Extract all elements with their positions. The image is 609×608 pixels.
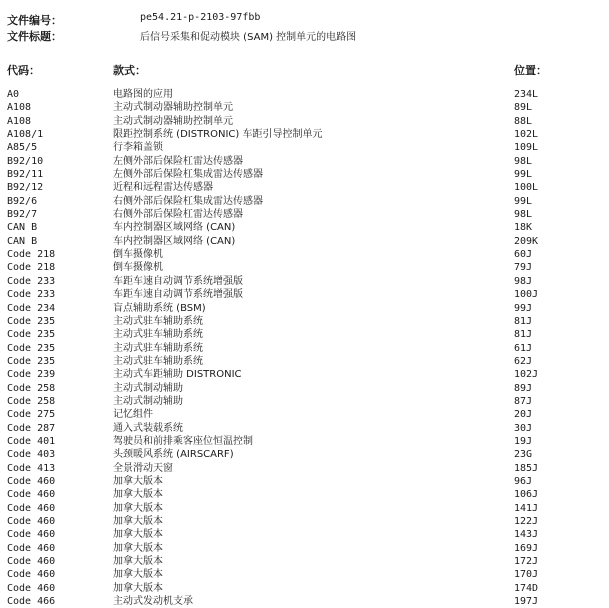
row-code: B92/11 — [7, 169, 44, 181]
header-desc: 款式： — [113, 64, 146, 77]
row-description: 加拿大版本 — [113, 529, 163, 541]
row-description: 主动式驻车辅助系统 — [113, 355, 203, 367]
row-description: 主动式车距辅助 DISTRONIC — [113, 369, 242, 381]
table-row — [0, 302, 609, 315]
table-row — [0, 542, 609, 555]
row-description: 限距控制系统 (DISTRONIC) 车距引导控制单元 — [113, 129, 323, 141]
row-code: Code 235 — [7, 329, 56, 341]
row-code: Code 218 — [7, 262, 56, 274]
row-position: 172J — [514, 556, 539, 568]
row-description: 加拿大版本 — [113, 475, 163, 487]
row-code: Code 460 — [7, 542, 56, 554]
row-description: 主动式制动辅助 — [113, 382, 183, 394]
table-row — [0, 568, 609, 581]
header-position: 位置： — [514, 64, 547, 77]
row-description: 左侧外部后保险杠集成雷达传感器 — [113, 169, 263, 181]
row-description: 加拿大版本 — [113, 502, 163, 514]
row-description: 车距车速自动调节系统增强版 — [113, 275, 243, 287]
row-position: 98L — [514, 155, 533, 167]
row-code: B92/7 — [7, 209, 38, 221]
table-row — [0, 141, 609, 154]
row-code: Code 275 — [7, 409, 56, 421]
row-code: A108 — [7, 102, 32, 114]
row-code: Code 239 — [7, 369, 56, 381]
row-code: B92/6 — [7, 195, 38, 207]
row-code: Code 460 — [7, 489, 56, 501]
row-position: 141J — [514, 502, 539, 514]
row-code: Code 218 — [7, 249, 56, 261]
row-position: 143J — [514, 529, 539, 541]
row-code: Code 235 — [7, 355, 56, 367]
row-description: 加拿大版本 — [113, 516, 163, 527]
table-row — [0, 435, 609, 448]
row-code: Code 258 — [7, 382, 56, 394]
table-row — [0, 155, 609, 168]
row-position: 197J — [514, 596, 539, 608]
row-code: B92/10 — [7, 155, 44, 167]
row-description: 加拿大版本 — [113, 569, 163, 581]
code-table — [0, 88, 609, 608]
row-description: 加拿大版本 — [113, 542, 163, 554]
header-code: 代码： — [7, 64, 40, 77]
table-row — [0, 195, 609, 208]
table-row — [0, 515, 609, 528]
doc-number-label: 文件编号： — [7, 14, 62, 27]
row-description: 车内控制器区域网络 (CAN) — [113, 222, 236, 234]
row-code: Code 235 — [7, 315, 56, 327]
row-description: 主动式驻车辅助系统 — [113, 329, 203, 341]
row-position: 87J — [514, 395, 533, 407]
row-code: Code 403 — [7, 449, 56, 461]
table-row — [0, 328, 609, 341]
table-row — [0, 342, 609, 355]
row-description: 左侧外部后保险杠雷达传感器 — [113, 155, 243, 167]
row-position: 209K — [514, 235, 539, 247]
row-position: 23G — [514, 449, 533, 461]
table-row — [0, 582, 609, 595]
row-code: Code 287 — [7, 422, 56, 434]
row-position: 98J — [514, 275, 533, 287]
table-row — [0, 368, 609, 381]
table-row — [0, 208, 609, 221]
table-row — [0, 528, 609, 541]
row-code: Code 460 — [7, 569, 56, 581]
row-code: Code 258 — [7, 395, 56, 407]
table-row — [0, 408, 609, 421]
row-position: 62J — [514, 355, 533, 367]
row-code: Code 460 — [7, 475, 56, 487]
row-code: Code 401 — [7, 435, 56, 447]
row-description: 通入式装载系统 — [113, 422, 183, 434]
row-description: 主动式制动器辅助控制单元 — [113, 102, 233, 114]
row-position: 88L — [514, 115, 533, 127]
row-code: B92/12 — [7, 182, 44, 194]
row-description: 全景滑动天窗 — [113, 462, 173, 474]
row-description: 车距车速自动调节系统增强版 — [113, 289, 243, 301]
row-code: A108/1 — [7, 129, 44, 141]
table-row — [0, 115, 609, 128]
table-row — [0, 235, 609, 248]
row-description: 车内控制器区域网络 (CAN) — [113, 235, 236, 247]
table-row — [0, 502, 609, 515]
row-code: Code 460 — [7, 556, 56, 568]
row-position: 81J — [514, 329, 533, 341]
row-code: A108 — [7, 115, 32, 127]
row-description: 主动式制动辅助 — [113, 395, 183, 407]
table-row — [0, 462, 609, 475]
row-position: 99J — [514, 302, 533, 314]
table-row — [0, 555, 609, 568]
table-row — [0, 248, 609, 261]
row-position: 99L — [514, 169, 533, 181]
row-description: 记忆组件 — [113, 409, 153, 421]
row-position: 18K — [514, 222, 533, 234]
row-description: 加拿大版本 — [113, 556, 163, 568]
row-position: 102J — [514, 369, 539, 381]
row-description: 倒车摄像机 — [113, 262, 163, 274]
row-position: 106J — [514, 489, 539, 501]
row-code: A0 — [7, 89, 20, 100]
row-description: 加拿大版本 — [113, 582, 163, 594]
row-position: 30J — [514, 422, 533, 434]
table-row — [0, 382, 609, 395]
row-position: 89J — [514, 382, 533, 394]
row-description: 驾驶员和前排乘客座位恒温控制 — [113, 435, 253, 447]
row-position: 79J — [514, 262, 533, 274]
row-code: Code 466 — [7, 596, 56, 608]
row-position: 169J — [514, 542, 539, 554]
row-position: 81J — [514, 315, 533, 327]
row-code: Code 235 — [7, 342, 56, 354]
table-row — [0, 488, 609, 501]
table-row — [0, 315, 609, 328]
row-code: Code 460 — [7, 582, 56, 594]
row-description: 主动式发动机支承 — [113, 596, 193, 608]
row-code: Code 460 — [7, 529, 56, 541]
table-row — [0, 448, 609, 461]
row-position: 60J — [514, 249, 533, 261]
row-code: Code 233 — [7, 289, 56, 301]
row-position: 185J — [514, 462, 539, 474]
row-position: 89L — [514, 102, 533, 114]
table-row — [0, 168, 609, 181]
row-position: 96J — [514, 475, 533, 487]
row-position: 109L — [514, 142, 539, 154]
row-description: 主动式驻车辅助系统 — [113, 342, 203, 354]
row-description: 盲点辅助系统 (BSM) — [113, 302, 206, 314]
table-row — [0, 128, 609, 141]
table-row — [0, 101, 609, 114]
row-position: 61J — [514, 342, 533, 354]
row-position: 100J — [514, 289, 539, 301]
row-code: Code 413 — [7, 462, 56, 474]
row-description: 头颈暖风系统 (AIRSCARF) — [113, 449, 234, 461]
table-row — [0, 88, 609, 101]
row-code: Code 460 — [7, 502, 56, 514]
table-row — [0, 275, 609, 288]
row-position: 19J — [514, 435, 533, 447]
row-description: 加拿大版本 — [113, 489, 163, 501]
table-row — [0, 261, 609, 274]
row-description: 主动式驻车辅助系统 — [113, 315, 203, 327]
row-code: A85/5 — [7, 142, 38, 154]
row-position: 20J — [514, 409, 533, 421]
row-position: 99L — [514, 195, 533, 207]
table-row — [0, 355, 609, 368]
row-code: CAN B — [7, 222, 38, 234]
doc-title-value: 后信号采集和促动模块 (SAM) 控制单元的电路图 — [140, 32, 357, 43]
doc-title-label: 文件标题： — [7, 30, 62, 43]
row-position: 102L — [514, 129, 539, 141]
table-row — [0, 288, 609, 301]
row-position: 98L — [514, 209, 533, 221]
row-code: Code 460 — [7, 516, 56, 527]
doc-number-value: pe54.21-p-2103-97fbb — [140, 12, 261, 23]
row-description: 倒车摄像机 — [113, 249, 163, 261]
row-code: CAN B — [7, 235, 38, 247]
row-description: 右侧外部后保险杠雷达传感器 — [113, 209, 243, 221]
row-description: 右侧外部后保险杠集成雷达传感器 — [113, 195, 263, 207]
row-description: 主动式制动器辅助控制单元 — [113, 115, 233, 127]
row-code: Code 233 — [7, 275, 56, 287]
row-position: 170J — [514, 569, 539, 581]
row-position: 174D — [514, 582, 539, 594]
row-description: 电路图的应用 — [113, 89, 173, 100]
row-position: 100L — [514, 182, 539, 194]
table-row — [0, 395, 609, 408]
table-row — [0, 422, 609, 435]
table-row — [0, 181, 609, 194]
table-row — [0, 475, 609, 488]
row-description: 近程和远程雷达传感器 — [113, 182, 213, 194]
row-code: Code 234 — [7, 302, 56, 314]
table-row — [0, 221, 609, 234]
row-position: 122J — [514, 516, 539, 527]
row-description: 行李箱盖锁 — [113, 142, 163, 154]
row-position: 234L — [514, 89, 539, 100]
